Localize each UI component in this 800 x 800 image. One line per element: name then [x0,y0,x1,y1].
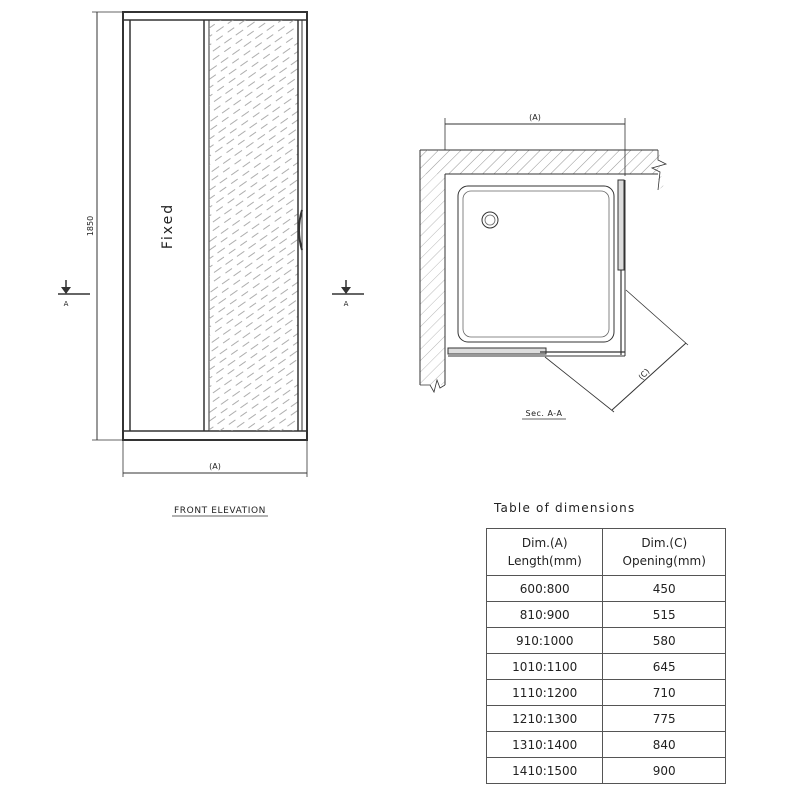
section-marker-right [332,280,364,308]
fixed-panel-label: Fixed [160,202,176,250]
cell-length: 600:800 [487,576,603,602]
side-fixed-panel [618,180,624,270]
plan-width-label: (A) [529,113,541,122]
cell-length: 910:1000 [487,628,603,654]
cell-length: 1110:1200 [487,680,603,706]
svg-text:A: A [63,300,69,308]
opening-label: (C) [636,366,652,382]
cell-opening: 580 [603,628,726,654]
width-label: (A) [209,462,221,471]
cell-length: 810:900 [487,602,603,628]
section-title: Sec. A-A [525,409,563,418]
cell-length: 1410:1500 [487,758,603,784]
header-dim-a: Dim.(A) Length(mm) [487,529,603,576]
section-marker-left [58,280,90,308]
dimensions-table [486,528,726,784]
shower-tray [458,186,614,342]
section-a-a-plan [420,113,688,419]
table-header-row [487,529,726,576]
table-row [487,758,726,784]
opening-dimension-line [612,343,686,410]
cell-opening: 710 [603,680,726,706]
table-row [487,706,726,732]
cell-opening: 645 [603,654,726,680]
table-row [487,576,726,602]
sliding-glass-panel [209,20,298,431]
cell-opening: 775 [603,706,726,732]
table-row [487,628,726,654]
front-elevation-title: FRONT ELEVATION [174,506,266,516]
height-label: 1850 [86,215,95,237]
table-row [487,732,726,758]
drain-icon [482,212,498,228]
front-elevation [58,12,364,516]
table-title: Table of dimensions [494,501,636,515]
table-row [487,654,726,680]
table-row [487,602,726,628]
cell-opening: 450 [603,576,726,602]
cell-opening: 515 [603,602,726,628]
left-wall [420,150,445,385]
cell-length: 1210:1300 [487,706,603,732]
front-sliding-panel [448,348,546,354]
cell-opening: 900 [603,758,726,784]
cell-length: 1310:1400 [487,732,603,758]
cell-length: 1010:1100 [487,654,603,680]
svg-text:A: A [343,300,349,308]
table-row [487,680,726,706]
header-dim-c: Dim.(C) Opening(mm) [603,529,726,576]
cell-opening: 840 [603,732,726,758]
